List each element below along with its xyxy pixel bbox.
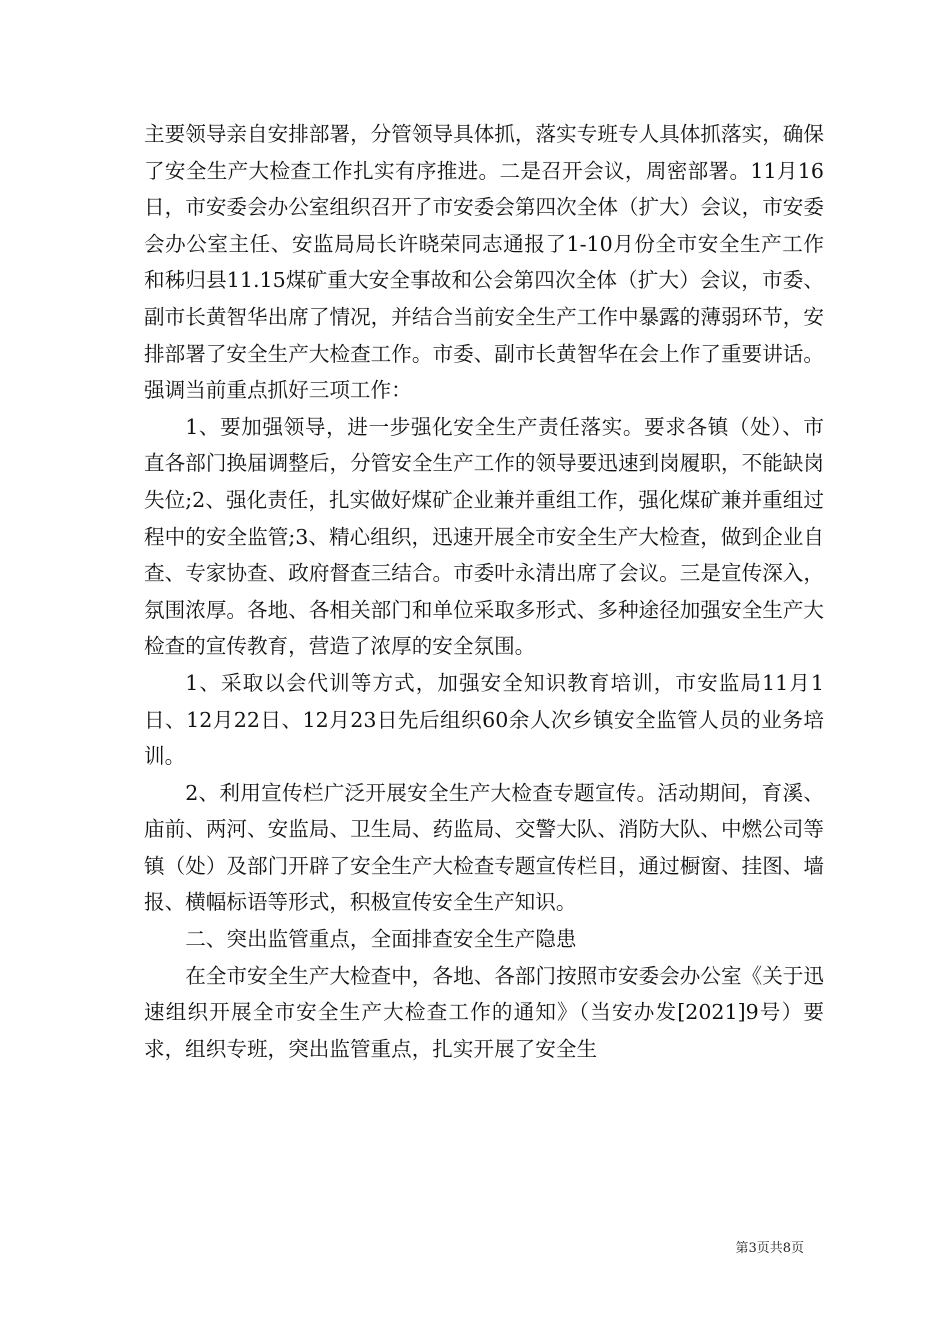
paragraph-2: 1、要加强领导，进一步强化安全生产责任落实。要求各镇（处）、市直各部门换届调整后，分管安全生产工作的领导要迅速到岗履职，不能缺岗失位;2、强化责任，扎实做好煤矿企业兼并重组工作，强化煤矿兼并重组过程中的安全监管;3、精心组织，迅速开展全市安全生产大检查，做到企业自查、专家协查、政府督查三结合。市委叶永清出席了会议。三是宣传深入，氛围浓厚。各地、各相关部门和单位采取多形式、多种途径加强安全生产大检查的宣传教育，营造了浓厚的安全氛围。 [144, 414, 824, 659]
paragraph-3: 1、采取以会代训等方式，加强安全知识教育培训，市安监局11月1日、12月22日、12月23日先后组织60余人次乡镇安全监管人员的业务培训。 [144, 670, 824, 769]
paragraph-6: 在全市安全生产大检查中，各地、各部门按照市安委会办公室《关于迅速组织开展全市安全生产大检查工作的通知》（当安办发[2021]9号）要求，组织专班，突出监管重点，扎实开展了安全生 [144, 963, 824, 1061]
paragraph-1: 主要领导亲自安排部署，分管领导具体抓，落实专班专人具体抓落实，确保了安全生产大检查工作扎实有序推进。二是召开会议，周密部署。11月16日，市安委会办公室组织召开了市安委会第四次全体（扩大）会议，市安委会办公室主任、安监局局长许晓荣同志通报了1-10月份全市安全生产工作和秭归县11.15煤矿重大安全事故和公会第四次全体（扩大）会议，市委、副市长黄智华出席了情况，并结合当前安全生产工作中暴露的薄弱环节，安排部署了安全生产大检查工作。市委、副市长黄智华在会上作了重要讲话。强调当前重点抓好三项工作： [144, 122, 825, 403]
page-number: 第3页共8页 [735, 1241, 804, 1256]
section-heading: 二、突出监管重点，全面排查安全生产隐患 [185, 927, 577, 952]
paragraph-4: 2、利用宣传栏广泛开展安全生产大检查专题宣传。活动期间，育溪、庙前、两河、安监局、卫生局、药监局、交警大队、消防大队、中燃公司等镇（处）及部门开辟了安全生产大检查专题宣传栏目，通过橱窗、挂图、墙报、横幅标语等形式，积极宣传安全生产知识。 [144, 780, 824, 915]
document-body [144, 116, 824, 1067]
